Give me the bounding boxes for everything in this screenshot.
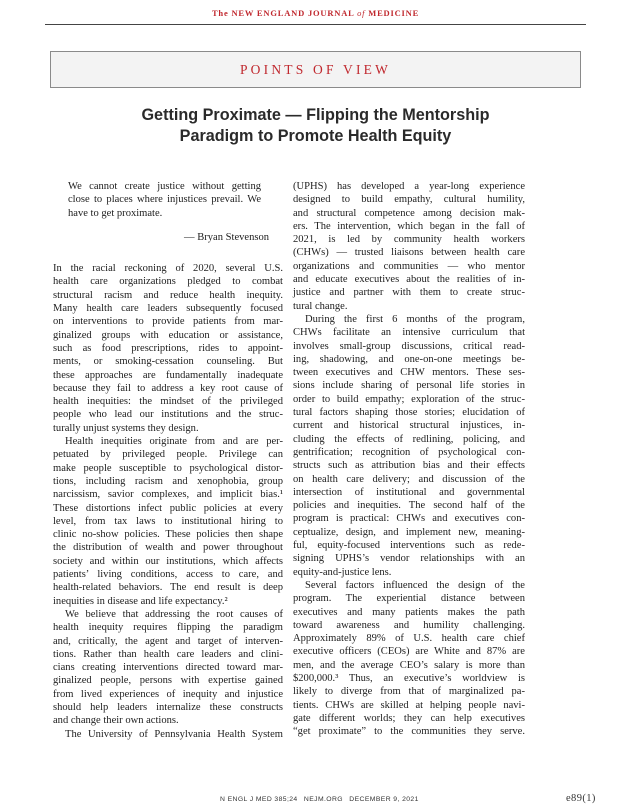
body-line: and structural competence among decision mak-	[293, 207, 525, 219]
body-line: tween executives and CHW mentors. These ses-	[293, 367, 525, 379]
body-line: narcissism, savior complexes, and implicit bias.¹	[53, 489, 283, 501]
body-line: and change their own actions.	[53, 715, 179, 727]
right-body-text	[293, 180, 525, 738]
section-banner	[50, 51, 581, 88]
body-line: make people susceptible to psychological distor-	[53, 462, 283, 474]
epigraph	[53, 180, 283, 220]
body-line: tients. CHWs are skilled at helping people navi-	[293, 699, 525, 711]
body-line: should help leaders internalize these constructs	[53, 701, 283, 713]
body-line: people who lead our institutions and the struc-	[53, 409, 283, 421]
body-line: CHWs facilitate an intensive curriculum that	[293, 327, 525, 339]
body-line: health care organizations pledged to combat	[53, 276, 283, 288]
body-line: The University of Pennsylvania Health System	[65, 728, 283, 740]
body-line: cluding the effects of redlining, policing, and	[293, 433, 525, 445]
body-line: the distribution of wealth and power throughout	[53, 542, 283, 554]
body-line: ing, shadowing, and one-on-one meetings be-	[293, 353, 525, 365]
body-line: petuated by privileged people. Privilege can	[53, 449, 283, 461]
body-line: health inequity requires flipping the paradigm	[53, 622, 283, 634]
body-line: program is practical: CHWs and executives con-	[293, 513, 525, 525]
body-line: signing UPHS’s vendor relationships with an	[293, 553, 525, 565]
footer-date: DECEMBER 9, 2021	[349, 796, 419, 803]
body-line: and, critically, the agent and target of interven-	[53, 635, 283, 647]
title-line-2: Paradigm to Promote Health Equity	[179, 127, 452, 145]
body-line: from lived experiences of inequity and injustice	[53, 688, 283, 700]
body-line: tions, including racism and xenophobia, group	[53, 475, 283, 487]
body-line: Several factors influenced the design of the	[305, 579, 525, 591]
epigraph-line: We cannot create justice without getting	[68, 181, 261, 192]
body-line: tural change.	[293, 300, 348, 312]
body-line: designed to build empathy, cultural humility,	[293, 194, 525, 206]
epigraph-line: close to places where injustices prevail. We	[68, 194, 261, 206]
body-line: on interventions to provide patients from mar-	[53, 316, 283, 328]
page-number: e89(1)	[566, 793, 596, 804]
body-line: patients’ living conditions, access to care, and	[53, 569, 283, 581]
body-line: intersection of institutional and governmental	[293, 486, 525, 498]
body-line: Approximately 89% of U.S. health care chief	[293, 633, 525, 645]
body-line: ers. The intervention, which began in the fall of	[293, 220, 525, 232]
body-line: During the first 6 months of the program,	[305, 313, 525, 325]
body-line: current and historical structural injustices, in-	[293, 420, 525, 432]
body-line: policies and inequities. The second half of the	[293, 500, 525, 512]
body-line: equity-and-justice lens.	[293, 566, 392, 578]
body-line: gentrification; recognition of psychological con-	[293, 446, 525, 458]
body-line: organizations and communities — who mentor	[293, 260, 525, 272]
left-body-text	[53, 262, 283, 741]
body-line: executive officers (CEOs) are White and 87% are	[293, 646, 525, 658]
epigraph-line: have to get proximate.	[68, 207, 163, 219]
body-line: 2021, is led by community health workers	[293, 234, 525, 246]
body-line: clinic no-show policies. These policies then shape	[53, 529, 283, 541]
epigraph-attribution: — Bryan Stevenson	[184, 231, 269, 243]
body-line: (CHWs) — trusted liaisons between health care	[293, 247, 525, 259]
body-line: program. The experiential distance between	[293, 593, 525, 605]
body-line: We believe that addressing the root causes of	[65, 608, 283, 620]
body-line: tural factors shaping those stories; elucidation of	[293, 407, 525, 419]
body-line: men, and the average CEO’s salary is more than	[293, 659, 525, 671]
body-line: tions. Rather than health care leaders and clini-	[53, 648, 283, 660]
body-line: on health care delivery; and discussion of the	[293, 473, 525, 485]
footer-citation	[220, 796, 419, 803]
body-line: These distortions infect public policies at every	[53, 502, 283, 514]
body-line: cians creating interventions directed toward mar-	[53, 662, 283, 674]
body-line: because they fail to address a key root cause of	[53, 382, 283, 394]
body-line: ments, or smoking-cessation counseling. But	[53, 356, 283, 368]
footer-site: NEJM.ORG	[303, 796, 343, 803]
body-line: these approaches are fundamentally inadequate	[53, 369, 283, 381]
body-line: Many health care leaders subsequently focused	[53, 303, 283, 315]
body-line: gate different worlds; they can help executives	[293, 712, 525, 724]
body-line: structural racism and reduce health inequity.	[53, 289, 283, 301]
body-line: ginalized groups with education or assistance,	[53, 329, 283, 341]
body-line: health-related behaviors. The end result is deep	[53, 582, 283, 594]
journal-name-pre: The NEW ENGLAND JOURNAL	[211, 8, 358, 18]
body-line: involves small-group discussions, critical read-	[293, 340, 525, 352]
body-line: ful, equity-focused interventions such as rede-	[293, 540, 525, 552]
body-line: toward awareness and humility challenging.	[293, 619, 525, 631]
body-line: structs such as attribution bias and their effects	[293, 460, 525, 472]
left-column	[53, 180, 283, 741]
body-line: Health inequities originate from and are per-	[65, 436, 283, 448]
body-line: turally unjust systems they design.	[53, 422, 199, 434]
body-line: “get proximate” to the communities they serve.	[293, 726, 525, 738]
journal-name-post: MEDICINE	[365, 8, 420, 18]
body-line: society and within our institutions, which affects	[53, 555, 283, 567]
body-line: $200,000.³ Thus, an executive’s worldview is	[293, 672, 525, 684]
journal-name-of: of	[357, 8, 366, 18]
header-rule	[45, 24, 586, 25]
body-line: justice and partner with them to create struc-	[293, 287, 525, 299]
footer-journal: N ENGL J MED 385;24	[220, 796, 298, 803]
journal-header	[0, 8, 631, 18]
body-line: likely to diverge from that of marginalized pa-	[293, 686, 525, 698]
body-line: and educate executives about the realities of in-	[293, 274, 525, 286]
body-line: (UPHS) has developed a year-long experience	[293, 181, 525, 192]
right-column	[293, 180, 525, 738]
article-title	[60, 105, 571, 147]
body-line: inequities in disease and life expectancy.²	[53, 595, 228, 607]
body-line: ceptualize, design, and implement new, meaning-	[293, 526, 525, 538]
body-line: executives and many patients makes the path	[293, 606, 525, 618]
body-line: In the racial reckoning of 2020, several U.S.	[53, 263, 283, 275]
body-line: health inequities: the mindset of the privileged	[53, 396, 283, 408]
body-line: order to build empathy; exploration of the struc-	[293, 393, 525, 405]
body-line: such as food prescriptions, rides to appoint-	[53, 342, 283, 354]
section-label: POINTS OF VIEW	[239, 61, 392, 77]
body-line: level, from tax laws to institutional hiring to	[53, 515, 283, 527]
body-line: sions include sharing of personal life stories in	[293, 380, 525, 392]
title-line-1: Getting Proximate — Flipping the Mentorship	[141, 106, 490, 124]
body-line: ginalized people, persons with expertise gained	[53, 675, 283, 687]
